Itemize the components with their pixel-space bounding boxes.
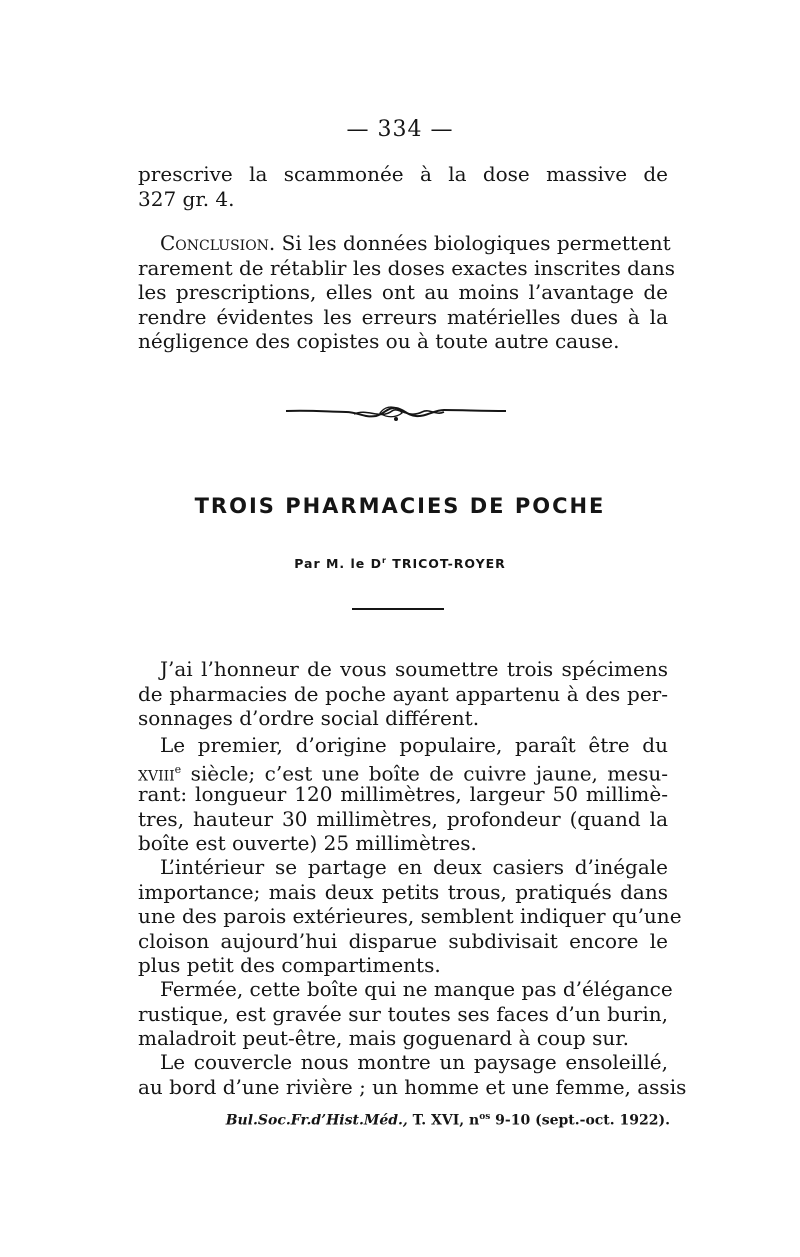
page-number: — 334 — xyxy=(346,117,454,142)
body-paragraph-1 xyxy=(138,657,668,731)
journal-name: Bul.Soc.Fr.d’Hist.Méd., xyxy=(225,1112,408,1129)
conclusion-paragraph xyxy=(138,231,676,354)
text-line: rarement de rétablir les doses exactes inscrites dans xyxy=(138,255,676,280)
journal-volume: T. XVI, n xyxy=(407,1112,480,1129)
text-line: maladroit peut-être, mais goguenard à coup sur. xyxy=(138,1026,629,1050)
title-rule xyxy=(352,608,444,610)
byline-prefix: Par M. le D xyxy=(294,556,382,572)
body-paragraph-2 xyxy=(138,733,668,856)
text-line: importance; mais deux petits trous, pratiqués dans xyxy=(138,879,668,904)
text-line: tres, hauteur 30 millimètres, profondeur (quand la xyxy=(138,806,668,831)
text-line: boîte est ouverte) 25 millimètres. xyxy=(138,831,477,855)
text-line: rustique, est gravée sur toutes ses faces d’un burin, xyxy=(138,1001,668,1026)
text-line: Le premier, d’origine populaire, paraît être du xyxy=(160,733,668,757)
body-paragraph-5 xyxy=(138,1050,687,1099)
text-line xyxy=(138,758,668,786)
century-rest: siècle; c’est une boîte de cuivre jaune, mesu- xyxy=(181,761,668,786)
text-line xyxy=(138,231,671,256)
text-line: les prescriptions, elles ont au moins l’avantage de xyxy=(138,280,668,304)
text-line: sonnages d’ordre social différent. xyxy=(138,706,480,730)
article-title: TROIS PHARMACIES DE POCHE xyxy=(194,494,606,518)
article-byline xyxy=(0,556,800,571)
text-line: rendre évidentes les erreurs matérielles dues à la xyxy=(138,304,668,329)
text-line: L’intérieur se partage en deux casiers d’inégale xyxy=(160,855,668,879)
text-line: prescrive la scammonée à la dose massive de xyxy=(138,162,668,186)
byline-sup: r xyxy=(382,556,387,565)
text-line: une des parois extérieures, semblent indiquer qu’une xyxy=(138,904,682,928)
century-sup: e xyxy=(174,762,182,776)
journal-footer xyxy=(130,1112,670,1129)
body-paragraph-4 xyxy=(138,977,673,1051)
text-line: Le couvercle nous montre un paysage ensoleillé, xyxy=(160,1050,668,1074)
conclusion-label: Conclusion. xyxy=(160,231,276,255)
text-line: négligence des copistes ou à toute autre cause. xyxy=(138,329,620,353)
text-line: Fermée, cette boîte qui ne manque pas d’élégance xyxy=(160,977,673,1001)
text-line: 327 gr. 4. xyxy=(138,186,235,211)
journal-issue: 9-10 (sept.-oct. 1922). xyxy=(490,1112,670,1129)
flourish-ornament xyxy=(284,398,508,428)
text-line: rant: longueur 120 millimètres, largeur 50 millimè- xyxy=(138,782,668,806)
text-line: plus petit des compartiments. xyxy=(138,953,441,977)
conclusion-text: Si les données biologiques permettent xyxy=(275,231,671,255)
text-line: de pharmacies de poche ayant appartenu à des per- xyxy=(138,681,668,706)
paragraph-continuation xyxy=(138,162,668,211)
journal-nos-sup: os xyxy=(479,1112,491,1122)
century-numeral: xviii xyxy=(138,761,175,786)
body-paragraph-3 xyxy=(138,855,682,978)
text-line: au bord d’une rivière ; un homme et une femme, assis xyxy=(138,1074,687,1099)
text-line: cloison aujourd’hui disparue subdivisait encore le xyxy=(138,928,668,953)
byline-name: TRICOT-ROYER xyxy=(386,556,506,572)
text-line: J’ai l’honneur de vous soumettre trois spécimens xyxy=(160,657,668,681)
